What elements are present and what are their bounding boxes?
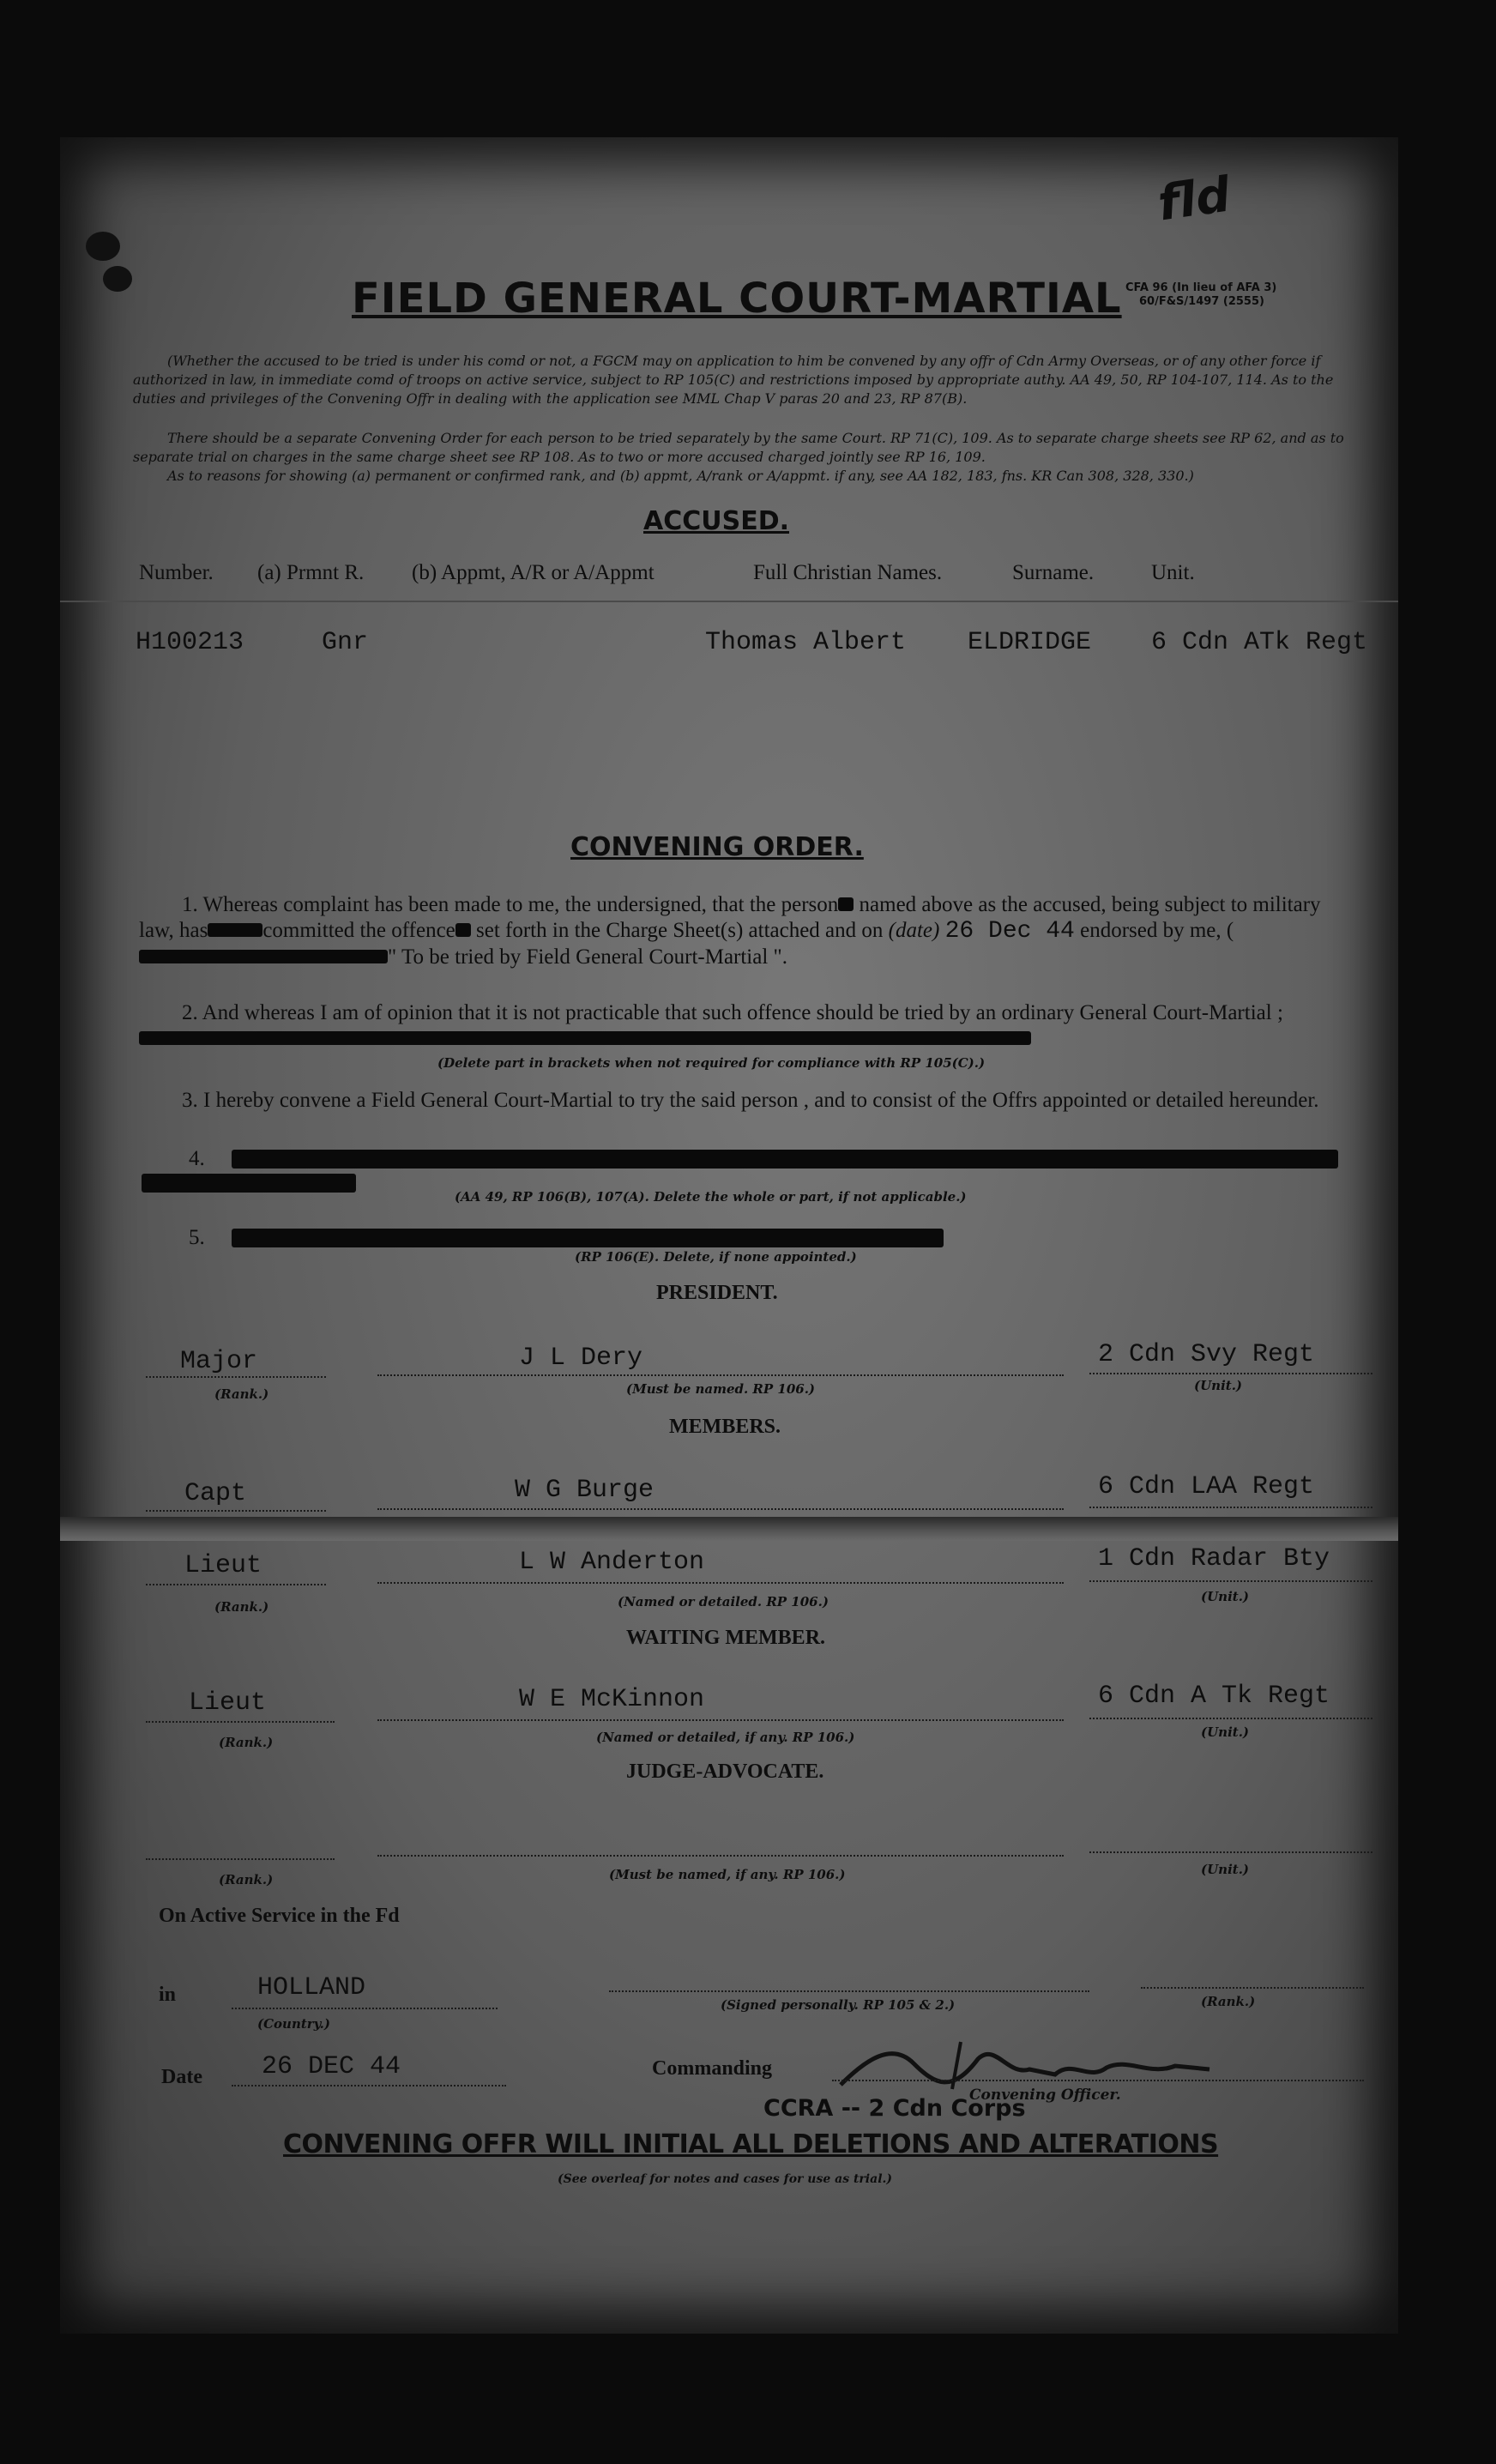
unit-caption: (Unit.) (1201, 1589, 1250, 1604)
rank-caption: (Rank.) (219, 1735, 274, 1750)
unit-caption: (Unit.) (1201, 1724, 1250, 1740)
judge-advocate-heading: JUDGE-ADVOCATE. (626, 1760, 824, 1783)
name-caption: (Named or detailed, if any. RP 106.) (596, 1730, 855, 1745)
rank-line (146, 1721, 335, 1723)
commanding-label: Commanding (652, 2057, 773, 2080)
accused-number: H100213 (136, 628, 244, 657)
punch-hole-mark (103, 266, 132, 292)
paragraph-5-caption: (RP 106(E). Delete, if none appointed.) (575, 1249, 857, 1265)
page-fold (60, 1517, 1398, 1541)
member-2-unit: 1 Cdn Radar Bty (1098, 1544, 1330, 1573)
rank-caption: (Rank.) (219, 1872, 274, 1887)
paragraph-5-number: 5. (189, 1226, 205, 1249)
date-line (232, 2085, 506, 2087)
paragraph-4-number: 4. (189, 1147, 205, 1170)
unit-line (1089, 1851, 1372, 1853)
unit-line (1089, 1507, 1372, 1508)
signature-line (609, 1990, 1089, 1992)
active-service-label: On Active Service in the Fd (159, 1905, 400, 1927)
member-1-rank: Capt (184, 1479, 247, 1508)
col-surname: Surname. (1012, 561, 1095, 584)
convening-officer-label: Convening Officer. (969, 2087, 1121, 2104)
country-caption: (Country.) (257, 2016, 330, 2032)
name-line (377, 1719, 1064, 1721)
waiting-member-unit: 6 Cdn A Tk Regt (1098, 1682, 1330, 1711)
rank-line (146, 1584, 326, 1585)
president-unit: 2 Cdn Svy Regt (1098, 1340, 1315, 1369)
president-name: J L Dery (519, 1344, 643, 1373)
member-2-rank: Lieut (184, 1551, 262, 1580)
waiting-member-rank: Lieut (189, 1688, 267, 1718)
unit-caption: (Unit.) (1201, 1862, 1250, 1877)
convening-order-heading: CONVENING ORDER. (570, 832, 864, 862)
date-label: Date (161, 2066, 202, 2088)
unit-caption: (Unit.) (1194, 1378, 1243, 1393)
accused-surname: ELDRIDGE (968, 628, 1092, 657)
president-rank: Major (180, 1347, 258, 1376)
form-title: FIELD GENERAL COURT-MARTIAL (352, 275, 1122, 323)
accused-rank: Gnr (322, 628, 369, 657)
member-1-name: W G Burge (515, 1476, 654, 1505)
punch-hole-mark (86, 232, 120, 261)
order-date: 26 DEC 44 (262, 2052, 401, 2081)
name-line (377, 1582, 1064, 1584)
signed-caption: (Signed personally. RP 105 & 2.) (721, 1997, 956, 2013)
paragraph-1: 1. Whereas complaint has been made to me, the undersigned, that the person named above as the accused, being subject to military law, has committed the offence set forth in the Charge Sheet(s) attached and on (date) 26 Dec 44 endorsed by me, (" To be tried by Field General Court-Martial ". (139, 893, 1321, 969)
form-code-2: 60/F&S/1497 (2555) (1139, 295, 1264, 308)
paragraph-5-redaction (232, 1229, 944, 1247)
note-paragraph-3: As to reasons for showing (a) permanent or confirmed rank, and (b) appmt, A/rank or A/appmt. if any, see AA 182, 183, fns. KR Can 308, 328, 330.) (167, 468, 1194, 484)
waiting-member-heading: WAITING MEMBER. (626, 1627, 826, 1649)
form-code: CFA 96 (In lieu of AFA 3) (1125, 281, 1277, 294)
paragraph-2: 2. And whereas I am of opinion that it is not practicable that such offence should be tried by an ordinary General Court-Martial ; (139, 1000, 1357, 1052)
paragraph-4-caption: (AA 49, RP 106(B), 107(A). Delete the whole or part, if not applicable.) (455, 1189, 967, 1205)
handwritten-initials: fld (1154, 166, 1234, 233)
rank-line (146, 1376, 326, 1378)
president-heading: PRESIDENT. (656, 1282, 778, 1304)
commanding-line (832, 2080, 1364, 2081)
name-line (377, 1374, 1064, 1376)
name-line (377, 1508, 1064, 1510)
col-christian-names: Full Christian Names. (753, 561, 943, 584)
paragraph-4-redaction-2 (142, 1174, 356, 1193)
accused-names: Thomas Albert (705, 628, 907, 657)
paragraph-4-redaction (232, 1150, 1338, 1169)
paragraph-3: 3. I hereby convene a Field General Court-Martial to try the said person , and to consist of the Offrs appointed or detailed hereunder. (182, 1089, 1319, 1112)
complaint-date: 26 Dec 44 (944, 918, 1075, 945)
note-paragraph-1: (Whether the accused to be tried is under his comd or not, a FGCM may on application to him be convened by any offr of Cdn Army Overseas, or of any other force if authorized in law, in immediate comd of troops on active service, subject to RP 105(C) and restrictions imposed by appropriate authy. AA 49, 50, RP 104-107, 114. As to the duties and privileges of the Convening Offr in dealing with the application see MML Chap V paras 20 and 23, RP 87(B). (133, 353, 1334, 407)
members-heading: MEMBERS. (669, 1416, 781, 1438)
rank-line (146, 1858, 335, 1860)
col-permanent-rank: (a) Prmnt R. (257, 561, 365, 584)
divider (60, 601, 1398, 602)
accused-heading: ACCUSED. (643, 506, 790, 536)
rank-line (146, 1510, 326, 1512)
initial-warning: CONVENING OFFR WILL INITIAL ALL DELETIONS AND ALTERATIONS (283, 2129, 1219, 2159)
name-line (377, 1855, 1064, 1857)
waiting-member-name: W E McKinnon (519, 1685, 705, 1714)
name-caption: (Must be named, if any. RP 106.) (609, 1867, 846, 1882)
rank-line (1141, 1987, 1364, 1989)
col-number: Number. (139, 561, 214, 584)
rank-caption: (Rank.) (214, 1386, 269, 1402)
country-line (232, 2008, 498, 2009)
unit-line (1089, 1580, 1372, 1582)
col-unit: Unit. (1151, 561, 1195, 584)
overleaf-note: (See overleaf for notes and cases for use as trial.) (558, 2172, 893, 2186)
country-value: HOLLAND (257, 1973, 366, 2002)
note-paragraph-2: There should be a separate Convening Order for each person to be tried separately by the same Court. RP 71(C), 109. As to separate charge sheets see RP 62, and as to separate trial on charges in the same charge sheet see RP 108. As to two or more accused charged jointly see RP 16, 109. (133, 430, 1344, 465)
col-appointment: (b) Appmt, A/R or A/Appmt (412, 561, 654, 584)
name-caption: (Must be named. RP 106.) (626, 1381, 816, 1397)
in-label: in (159, 1984, 177, 2006)
name-caption: (Named or detailed. RP 106.) (618, 1594, 829, 1609)
member-2-name: L W Anderton (519, 1548, 705, 1577)
accused-unit: 6 Cdn ATk Regt (1151, 628, 1368, 657)
rank-caption: (Rank.) (214, 1599, 269, 1615)
signer-rank-caption: (Rank.) (1201, 1994, 1256, 2009)
unit-line (1089, 1373, 1372, 1374)
paragraph-2-caption: (Delete part in brackets when not required for compliance with RP 105(C).) (437, 1055, 986, 1071)
member-1-unit: 6 Cdn LAA Regt (1098, 1472, 1315, 1501)
form-sheet (60, 137, 1398, 2334)
unit-line (1089, 1718, 1372, 1719)
unit-stamp: CCRA -- 2 Cdn Corps (763, 2095, 1026, 2122)
